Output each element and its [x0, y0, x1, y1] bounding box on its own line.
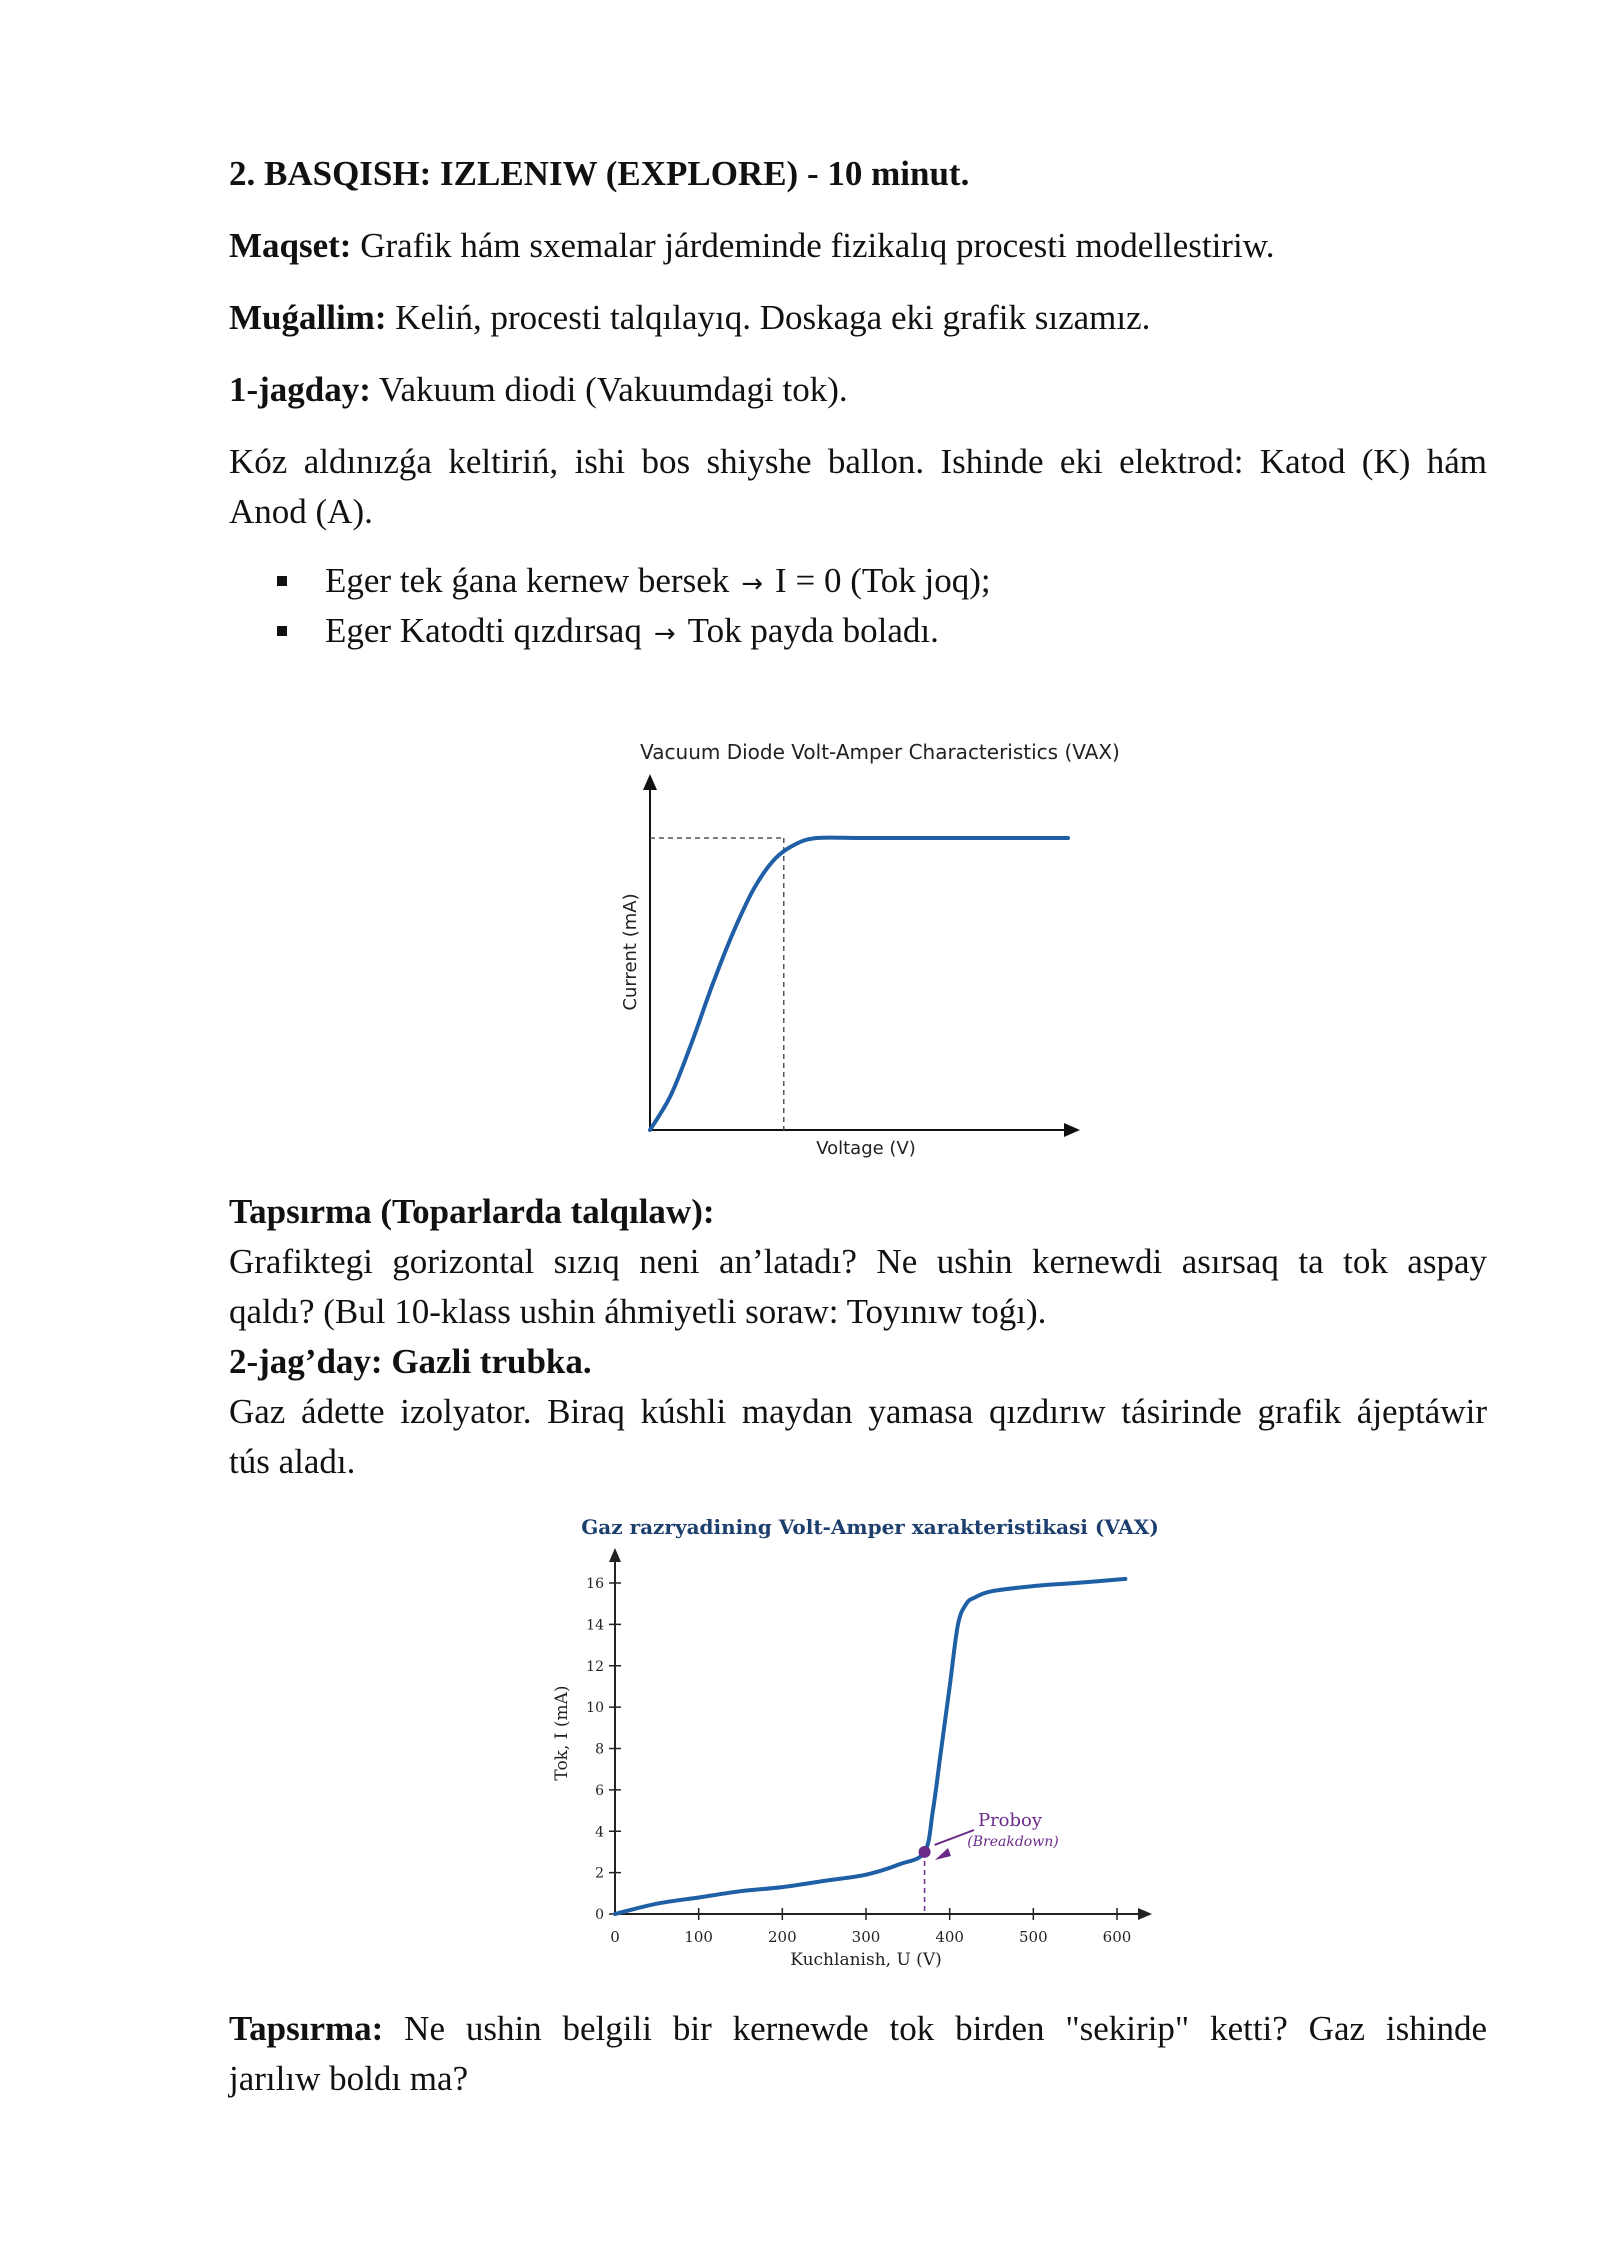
x-axis-label: Voltage (V): [816, 1138, 916, 1159]
y-axis-label: Tok, I (mA): [552, 1685, 572, 1781]
task1-line-1: Grafiktegi gorizontal sızıq neni an’latadı? Ne ushin kernewdi asırsaq ta tok aspay: [229, 1242, 1487, 1281]
y-tick-label: 14: [586, 1617, 604, 1634]
arrow-right-icon: →: [653, 619, 676, 649]
breakdown-sublabel: (Breakdown): [967, 1834, 1059, 1850]
x-axis-arrow-icon: [1138, 1908, 1152, 1920]
y-tick-label: 2: [595, 1865, 604, 1882]
case1-label: 1-jagday:: [229, 370, 371, 409]
teacher-label: Muǵallim:: [229, 298, 387, 337]
task2-label: Tapsırma:: [229, 2009, 384, 2048]
case2-heading: 2-jag’day: Gazli trubka.: [229, 1342, 592, 1381]
case1-text: Vakuum diodi (Vakuumdagi tok).: [370, 370, 848, 409]
y-tick-label: 6: [595, 1782, 604, 1799]
y-tick-label: 0: [595, 1907, 604, 1923]
list-item: Eger tek ǵana kernew bersek → I = 0 (Tok joq);: [277, 556, 1477, 606]
pointer-arrow-icon: [935, 1848, 951, 1860]
list-item: Eger Katodti qızdırsaq → Tok payda boladı.: [277, 606, 1477, 656]
y-tick-label: 12: [586, 1658, 604, 1675]
x-tick-label: 200: [768, 1928, 797, 1946]
x-axis-label: Kuchlanish, U (V): [790, 1950, 942, 1970]
task1-heading: Tapsırma (Toparlarda talqılaw):: [229, 1192, 715, 1231]
chart-title: Vacuum Diode Volt-Amper Characteristics (VAX): [640, 740, 1120, 764]
case2-line-1: Gaz ádette izolyator. Biraq kúshli maydan yamasa qızdırıw tásirinde grafik ájeptáwir: [229, 1392, 1487, 1431]
breakdown-point: [919, 1846, 931, 1858]
x-tick-label: 300: [851, 1928, 881, 1946]
y-tick-label: 8: [595, 1741, 604, 1758]
intro-line-1: Kóz aldınızǵa keltiriń, ishi bos shiyshe ballon. Ishinde eki elektrod: Katod (K) hám: [229, 442, 1487, 481]
x-tick-label: 500: [1019, 1928, 1048, 1946]
breakdown-label: Proboy: [977, 1810, 1043, 1831]
goal-text: Grafik hám sxemalar járdeminde fizikalıq procesti modellestiriw.: [351, 226, 1275, 265]
y-tick-label: 10: [586, 1700, 604, 1717]
task2-line-2: jarılıw boldı ma?: [229, 2059, 469, 2098]
chart-title: Gaz razryadining Volt-Amper xarakteristikasi (VAX): [581, 1515, 1159, 1539]
x-tick-label: 100: [684, 1928, 713, 1946]
section-heading: 2. BASQISH: IZLENIW (EXPLORE) - 10 minut.: [229, 154, 970, 193]
teacher-text: Keliń, procesti talqılayıq. Doskaga eki grafik sızamız.: [386, 298, 1151, 337]
y-axis-label: Current (mA): [620, 893, 641, 1011]
y-tick-label: 16: [586, 1576, 604, 1592]
x-tick-label: 600: [1102, 1928, 1132, 1946]
case2-line-2: tús aladı.: [229, 1442, 356, 1481]
intro-line-2: Anod (A).: [229, 492, 373, 531]
arrow-right-icon: →: [741, 569, 764, 599]
goal-label: Maqset:: [229, 226, 352, 265]
x-tick-label: 400: [935, 1928, 964, 1946]
series-line: [615, 1579, 1125, 1914]
task1-line-2: qaldı? (Bul 10-klass ushin áhmiyetli soraw: Toyınıw toǵı).: [229, 1292, 1047, 1331]
y-axis-arrow-icon: [609, 1548, 621, 1562]
x-tick-label: 0: [610, 1928, 620, 1946]
y-tick-label: 4: [595, 1824, 604, 1841]
task2-line-1: Tapsırma: Ne ushin belgili bir kernewde tok birden "sekirip" ketti? Gaz ishinde: [229, 2009, 1487, 2048]
